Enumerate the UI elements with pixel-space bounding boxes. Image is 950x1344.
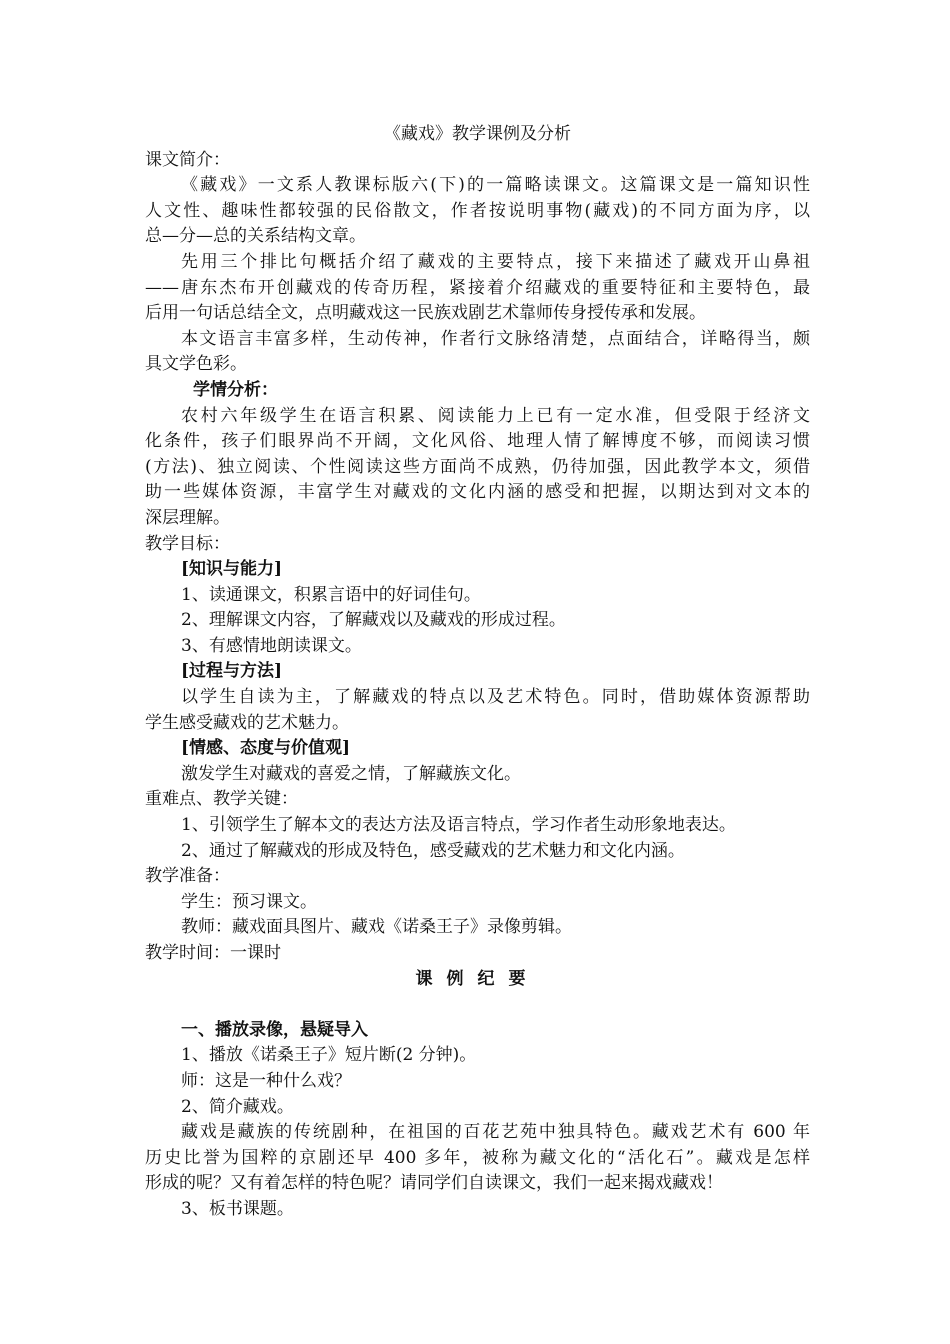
intro-p1-line: 总—分—总的关系结构文章。	[145, 226, 366, 247]
intro-heading: 课文简介：	[145, 149, 230, 170]
prep-student: 学生：预习课文。	[181, 891, 317, 912]
emotion-heading: [情感、态度与价值观]	[181, 738, 351, 759]
analysis-line: (方法)、独立阅读、个性阅读这些方面尚不成熟，仍待加强，因此教学本文，须借	[145, 456, 810, 477]
teaching-time: 教学时间：一课时	[145, 943, 281, 963]
section1-item: 3、板书课题。	[181, 1198, 294, 1219]
keypoints-heading: 重难点、教学关键：	[145, 789, 298, 810]
section1-para-line: 藏戏是藏族的传统剧种，在祖国的百花艺苑中独具特色。藏戏艺术有 600 年	[181, 1122, 810, 1143]
section1-item: 2、简介藏戏。	[181, 1096, 294, 1117]
intro-p2-line: 先用三个排比句概括介绍了藏戏的主要特点，接下来描述了藏戏开山鼻祖	[181, 251, 810, 272]
process-heading: [过程与方法]	[181, 661, 283, 682]
keypoints-item: 1、引领学生了解本文的表达方法及语言特点，学习作者生动形象地表达。	[181, 815, 736, 836]
knowledge-item: 2、理解课文内容，了解藏戏以及藏戏的形成过程。	[181, 610, 566, 631]
process-line: 以学生自读为主，了解藏戏的特点以及艺术特色。同时，借助媒体资源帮助	[181, 687, 810, 708]
intro-p1-line: 人文性、趣味性都较强的民俗散文，作者按说明事物(藏戏)的不同方面为序，以	[145, 200, 810, 221]
prep-teacher: 教师：藏戏面具图片、藏戏《诺桑王子》录像剪辑。	[181, 917, 572, 938]
section1-question: 师：这是一种什么戏？	[181, 1070, 351, 1091]
section1-para-line: 形成的呢？又有着怎样的特色呢？请同学们自读课文，我们一起来揭戏藏戏！	[145, 1173, 723, 1194]
section1-para-line: 历史比誉为国粹的京剧还早 400 多年，被称为藏文化的“活化石”。藏戏是怎样	[145, 1147, 810, 1168]
analysis-line: 农村六年级学生在语言积累、阅读能力上已有一定水准，但受限于经济文	[181, 405, 810, 426]
intro-p3-line: 具文学色彩。	[145, 354, 247, 375]
analysis-line: 助一些媒体资源，丰富学生对藏戏的文化内涵的感受和把握，以期达到对文本的	[145, 482, 810, 503]
knowledge-item: 1、读通课文，积累言语中的好词佳句。	[181, 584, 481, 605]
intro-p1-line: 《藏戏》一文系人教课标版六(下)的一篇略读课文。这篇课文是一篇知识性	[181, 175, 810, 196]
section1-heading: 一、播放录像，悬疑导入	[181, 1019, 368, 1040]
intro-p2-line: ——唐东杰布开创藏戏的传奇历程，紧接着介绍藏戏的重要特征和主要特色，最	[145, 277, 810, 298]
document-page	[145, 122, 810, 1223]
analysis-heading: 学情分析：	[193, 379, 278, 400]
analysis-line: 深层理解。	[145, 507, 230, 528]
summary-title: 课例纪要	[415, 968, 540, 989]
prep-heading: 教学准备：	[145, 866, 230, 887]
knowledge-heading: [知识与能力]	[181, 559, 283, 580]
intro-p2-line: 后用一句话总结全文，点明藏戏这一民族戏剧艺术靠师传身授传承和发展。	[145, 303, 706, 324]
keypoints-item: 2、通过了解藏戏的形成及特色，感受藏戏的艺术魅力和文化内涵。	[181, 840, 685, 861]
goals-heading: 教学目标：	[145, 533, 230, 554]
section1-item: 1、播放《诺桑王子》短片断(2 分钟)。	[181, 1045, 477, 1066]
process-line: 学生感受藏戏的艺术魅力。	[145, 712, 349, 733]
emotion-text: 激发学生对藏戏的喜爱之情，了解藏族文化。	[181, 763, 521, 784]
analysis-line: 化条件，孩子们眼界尚不开阔，文化风俗、地理人情了解博度不够，而阅读习惯	[145, 431, 810, 452]
spacer	[145, 992, 810, 1018]
document-title: 《藏戏》教学课例及分析	[384, 124, 571, 144]
intro-p3-line: 本文语言丰富多样，生动传神，作者行文脉络清楚，点面结合，详略得当，颇	[181, 328, 810, 349]
knowledge-item: 3、有感情地朗读课文。	[181, 635, 362, 656]
